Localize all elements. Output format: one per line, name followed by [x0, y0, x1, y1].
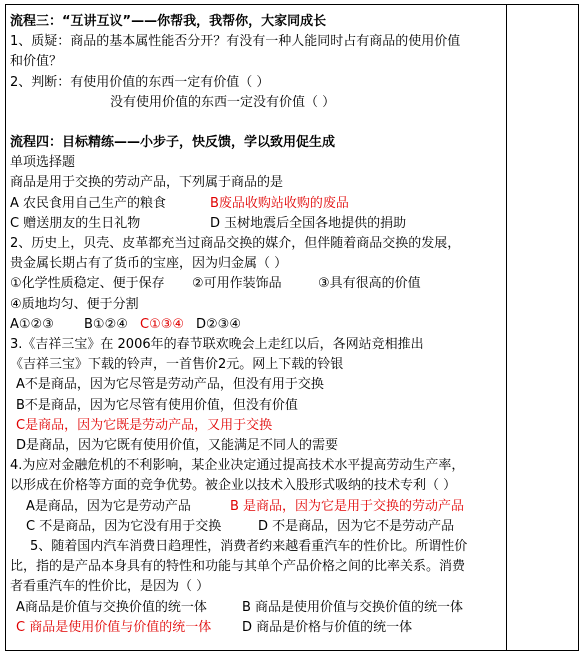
q2-option-c-answer: C①③④ [140, 316, 185, 332]
q2-options [10, 315, 502, 335]
q5-stem-line2: 比，指的是产品本身具有的特性和功能与其单个产品价格之间的比率关系。消费 [10, 559, 466, 575]
q1-option-d: D 玉树地震后全国各地提供的捐助 [210, 215, 407, 231]
q4-option-a: A是商品，因为它是劳动产品 [26, 498, 191, 514]
q5-options-cd [10, 618, 502, 638]
q4-stem-line2: 以形成在价格等方面的竞争优势。被企业以技术入股形式吸纳的技术专利（ ） [10, 478, 457, 494]
section3-q1-line1: 1、质疑：商品的基本属性能否分开？有没有一种人能同时占有商品的使用价值 [10, 34, 461, 50]
q2-statement-2: ②可用作装饰品 [192, 276, 282, 292]
q2-statements-row2: ④质地均匀、便于分割 [10, 296, 139, 312]
q4-options-cd [10, 517, 502, 537]
q1-options-cd [10, 214, 502, 234]
q5-stem-line3: 者看重汽车的性价比，是因为（ ） [10, 579, 210, 595]
section3-q1-line2: 和价值？ [10, 54, 63, 70]
q1-option-a: A 农民食用自己生产的粮食 [10, 195, 167, 211]
q5-option-a: A商品是价值与交换价值的统一体 [16, 599, 207, 615]
q3-option-c-answer: C是商品，因为它既是劳动产品，又用于交换 [16, 417, 273, 433]
q5-option-b: B 商品是使用价值与交换价值的统一体 [242, 599, 464, 615]
worksheet-content [10, 12, 502, 638]
section4-heading: 流程四：目标精练——小步子，快反馈，学以致用促生成 [10, 135, 336, 151]
q3-stem-line2: 《吉祥三宝》下载的铃声，一首售价2元。网上下载的铃银 [10, 357, 344, 373]
section3-q2-line1: 2、判断：有使用价值的东西一定有价值（ ） [10, 74, 270, 90]
q2-statement-1: ①化学性质稳定、便于保存 [10, 276, 165, 292]
q1-options-ab [10, 194, 502, 214]
q3-stem-line1: 3.《吉祥三宝》在 2006年的春节联欢晚会上走红以后，各网站竞相推出 [10, 337, 424, 353]
section3-heading: 流程三：“互讲互议”——你帮我，我帮你，大家同成长 [10, 14, 327, 29]
q2-stem-line1: 2、历史上，贝壳、皮革都充当过商品交换的媒介，但伴随着商品交换的发展， [10, 236, 461, 252]
q4-option-c: C 不是商品，因为它没有用于交换 [26, 518, 222, 534]
q2-option-d: D②③④ [196, 316, 241, 332]
q1-stem: 商品是用于交换的劳动产品，下列属于商品的是 [10, 175, 284, 191]
q3-option-b: B不是商品，因为它尽管有使用价值，但没有价值 [16, 397, 298, 413]
q2-statements-row1 [10, 274, 502, 294]
q3-option-d: D是商品，因为它既有使用价值，又能满足不同人的需要 [16, 438, 339, 454]
section4-subheading: 单项选择题 [10, 155, 76, 171]
q1-option-b-answer: B废品收购站收购的废品 [210, 195, 349, 211]
q3-option-a: A不是商品，因为它尽管是劳动产品，但没有用于交换 [16, 377, 324, 393]
q5-option-c-answer: C 商品是使用价值与价值的统一体 [16, 619, 212, 635]
q2-option-a: A①②③ [10, 316, 54, 332]
q4-option-b-answer: B 是商品，因为它是用于交换的劳动产品 [230, 498, 465, 514]
spacer [10, 113, 502, 133]
q5-stem-line1: 5、随着国内汽车消费日趋理性，消费者约来越看重汽车的性价比。所谓性价 [30, 539, 468, 555]
q2-option-b: B①②④ [84, 316, 128, 332]
column-divider [506, 4, 507, 651]
q1-option-c: C 赠送朋友的生日礼物 [10, 215, 141, 231]
q2-stem-line2: 贵金属长期占有了货币的宝座，因为归金属（ ） [10, 256, 288, 272]
section3-q2-line2: 没有使用价值的东西一定没有价值（ ） [110, 94, 336, 110]
q2-statement-3: ③具有很高的价值 [318, 276, 421, 292]
q4-stem-line1: 4.为应对金融危机的不利影响，某企业决定通过提高技术水平提高劳动生产率， [10, 458, 465, 474]
q5-options-ab [10, 598, 502, 618]
q4-options-ab [10, 497, 502, 517]
q4-option-d: D 不是商品，因为它不是劳动产品 [258, 518, 455, 534]
q5-option-d: D 商品是价格与价值的统一体 [242, 619, 413, 635]
